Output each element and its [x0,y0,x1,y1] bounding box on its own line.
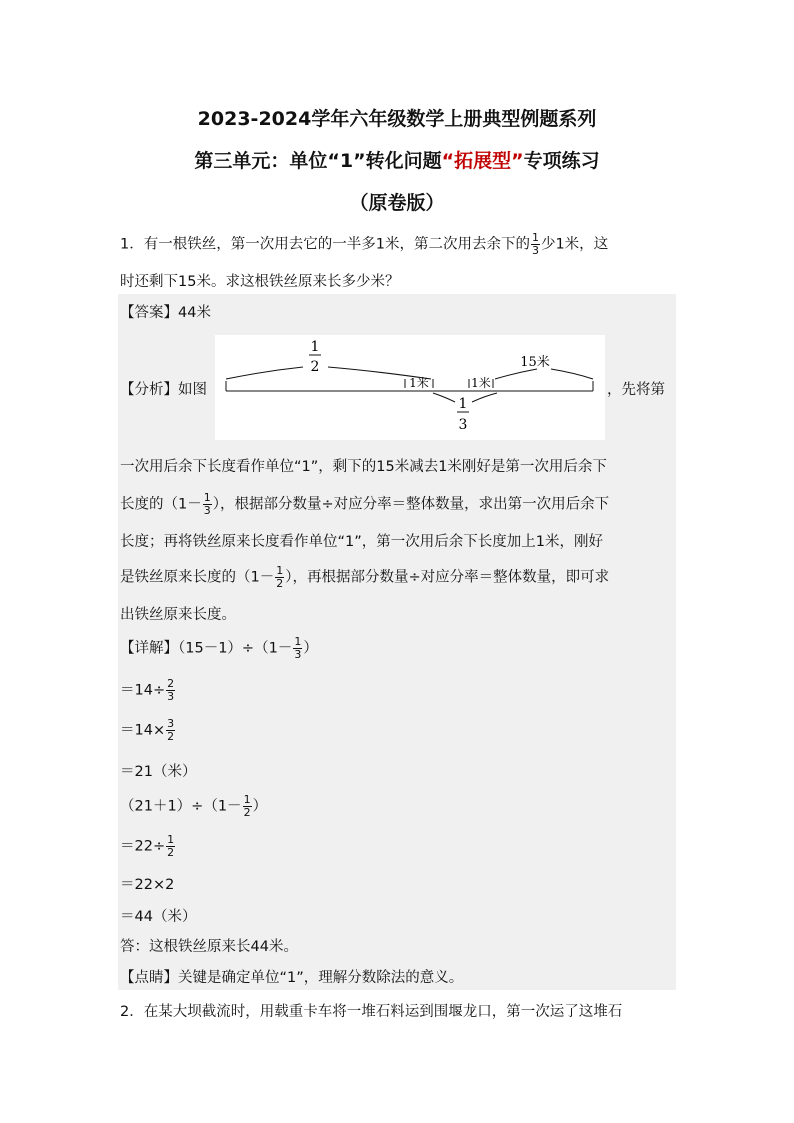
solution-line-8: ＝44（米） [120,909,197,925]
fraction [243,794,252,819]
solution-line-9: 答：这根铁丝原来长44米。 [120,939,298,955]
answer-line: 【答案】44米 [120,305,211,321]
q1-fraction [531,232,540,257]
analysis-p4-b: ），再根据部分数量÷对应分率＝整体数量，即可求 [285,569,610,586]
half-brace-left [226,367,303,379]
question-1-line-1 [120,232,608,257]
subtitle-highlight: “拓展型” [441,150,524,172]
third-num: 1 [458,396,468,412]
analysis-p5: 出铁丝原来长度。 [120,607,236,623]
sol-l1-b: ） [303,640,318,657]
analysis-label: 【分析】如图 [120,382,207,398]
q1-frac-num: 1 [531,231,539,244]
frac-num: 1 [167,833,175,846]
sol-l5-a: （21＋1）÷（1－ [120,798,242,815]
question-2-line-1: 2．在某大坝截流时，用载重卡车将一堆石料运到围堰龙口，第一次运了这堆石 [120,1004,623,1020]
frac-den: 2 [276,577,284,590]
analysis-p4 [120,565,609,590]
solution-line-3 [120,718,176,743]
solution-line-4: ＝21（米） [120,764,197,780]
frac-den: 2 [243,806,251,819]
analysis-p3: 长度；再将铁丝原来长度看作单位“1”，第一次用后余下长度加上1米，刚好 [120,534,603,550]
fraction [166,678,175,703]
fraction [293,636,302,661]
m15-brace-left [495,369,537,379]
frac-num: 1 [294,635,302,648]
frac-num: 1 [276,564,284,577]
question-1-line-2: 时还剩下15米。求这根铁丝原来长多少米？ [120,274,400,290]
doc-subtitle [0,146,794,173]
m15-label: 15米 [520,355,550,370]
frac-den: 2 [167,846,175,859]
third-brace-left [433,393,455,402]
q1-text-a: 1．有一根铁丝，第一次用去它的一半多1米，第二次用去余下的 [120,236,530,253]
sol-l3: ＝14× [120,722,166,739]
sol-l5-b: ） [252,798,268,815]
half-num: 1 [310,339,320,355]
fraction [166,718,175,743]
diagram-svg [215,335,605,440]
frac-num: 1 [203,491,211,504]
subtitle-post: 专项练习 [523,150,600,172]
frac-num: 3 [167,717,175,730]
frac-num: 2 [167,677,175,690]
third-den: 3 [458,417,468,433]
frac-den: 3 [167,690,175,703]
subtitle-pre: 第三单元：单位“1”转化问题 [194,150,442,172]
solution-line-1 [120,636,318,661]
fraction [275,565,284,590]
frac-den: 2 [167,730,175,743]
analysis-p2 [120,492,609,517]
analysis-p1: 一次用后余下长度看作单位“1”，剩下的15米减去1米刚好是第一次用后余下 [120,459,607,475]
fraction [166,834,175,859]
frac-num: 1 [243,793,251,806]
m15-brace-right [551,369,593,379]
q1-frac-den: 3 [531,244,539,257]
doc-title: 2023-2024学年六年级数学上册典型例题系列 [197,108,597,130]
solution-line-7: ＝22×2 [120,877,175,893]
frac-den: 3 [203,504,211,517]
doc-version: （原卷版） [349,192,445,214]
sol-l1-a: 【详解】（15－1）÷（1－ [120,640,293,657]
analysis-p2-a: 长度的（1－ [120,496,202,513]
half-den: 2 [310,359,320,375]
analysis-p2-b: ），根据部分数量÷对应分率＝整体数量，求出第一次用后余下 [212,496,610,513]
analysis-after: ，先将第 [607,382,665,398]
m2-label: 1米 [471,376,491,390]
solution-line-2 [120,678,176,703]
frac-den: 3 [294,648,302,661]
analysis-p4-a: 是铁丝原来长度的（1－ [120,569,275,586]
sol-l6: ＝22÷ [120,838,166,855]
q1-text-b: 少1米，这 [540,236,609,253]
line-diagram [215,335,605,440]
solution-line-6 [120,834,176,859]
fraction [203,492,212,517]
m1-label: 1米 [409,376,429,390]
sol-l2: ＝14÷ [120,682,166,699]
third-brace-right [472,393,497,402]
key-point-line: 【点睛】关键是确定单位“1”，理解分数除法的意义。 [120,970,464,986]
solution-line-5 [120,794,267,819]
